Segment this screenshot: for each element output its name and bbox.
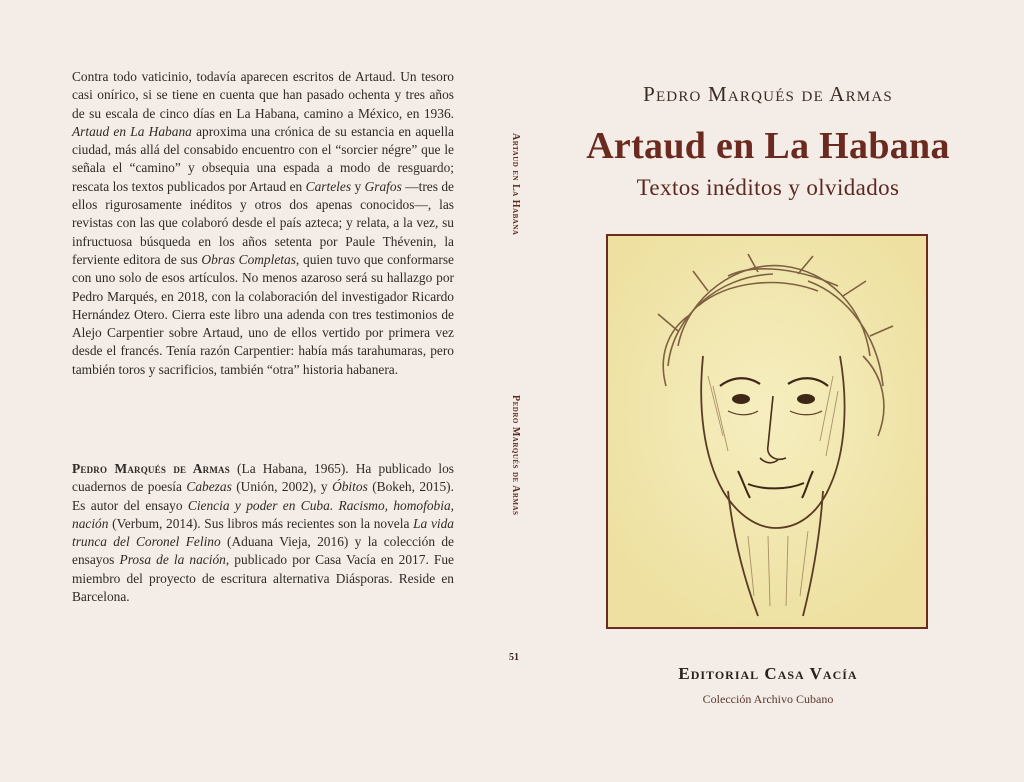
back-cover — [72, 68, 454, 605]
text-run: (Bokeh, 2015). Es autor del ensayo — [72, 479, 454, 513]
spine-title: Artaud en La Habana — [510, 133, 521, 236]
text-run: aproxima una crónica de su estancia en aquella ciudad, más allá del consabido encuentro con el “sorcier négre” que le señala el “camino” y obsequia una espada a modo de resguardo; rescata los textos publicados por Artaud en — [72, 123, 454, 194]
italic-run: Óbitos — [332, 479, 368, 495]
bio-author-name: Pedro Marqués de Armas — [72, 461, 230, 476]
cover-portrait-drawing — [606, 234, 928, 629]
italic-run: Grafos — [364, 178, 402, 194]
cover-collection: Colección Archivo Cubano — [702, 692, 834, 706]
text-run: (Unión, 2002), y — [231, 479, 333, 495]
cover-publisher: Editorial Casa Vacía — [678, 664, 858, 683]
author-bio-paragraph — [72, 460, 454, 606]
text-run: —tres de ellos rigurosamente inéditos y otros dos apenas conocidos—, las revistas con las que colaboró desde el país azteca; y relata, a la vez, su infructuosa búsqueda en los años setenta por Paule Thévenin, la ferviente editora de sus — [72, 178, 454, 267]
text-run: (Aduana Vieja, 2016) y la colección de ensayos — [72, 534, 454, 568]
italic-run: Prosa de la nación — [119, 552, 226, 568]
cover-subtitle: Textos inéditos y olvidados — [636, 175, 900, 200]
italic-run: Obras Completas — [201, 251, 296, 267]
text-run: (Verbum, 2014). Sus libros más recientes son la novela — [108, 515, 414, 531]
italic-run: Cabezas — [186, 479, 232, 495]
text-run: , quien tuvo que conformarse con uno solo de esos artículos. No menos azaroso será su hallazgo por Pedro Marqués, en 2018, con la colaboración del investigador Ricardo Hernández Otero. Cierra este libro una adenda con tres testimonios de Alejo Carpentier sobre Artaud, uno de ellos vertido por primera vez desde el francés. Tenía razón Carpentier: había más tarahumaras, pero también toros y sacrificios, también “otra” historia habanera. — [72, 251, 454, 377]
cover-title: Artaud en La Habana — [586, 125, 950, 167]
text-run: , publicado por Casa Vacía en 2017. Fue miembro del proyecto de escritura alternativa Diásporas. Reside en Barcelona. — [72, 552, 454, 605]
cover-author: Pedro Marqués de Armas — [643, 82, 893, 106]
text-run: y — [351, 178, 365, 194]
italic-run: La vida trunca del Coronel Felino — [72, 515, 454, 550]
blurb-paragraph — [72, 68, 454, 379]
text-run: Contra todo vaticinio, todavía aparecen escritos de Artaud. Un tesoro casi onírico, si se tiene en cuenta que han pasado ochenta y tres años de su escala de cinco días en La Habana, camino a México, en 1936. — [72, 69, 454, 121]
spine-collection-number: 51 — [509, 652, 519, 663]
italic-run: Artaud en La Habana — [72, 123, 192, 139]
portrait-sketch-image — [608, 236, 926, 627]
italic-run: Carteles — [305, 178, 352, 194]
spine-author: Pedro Marqués de Armas — [510, 395, 521, 516]
italic-run: Ciencia y poder en Cuba. Racismo, homofobia, nación — [72, 497, 454, 531]
text-run: (La Habana, 1965). Ha publicado los cuadernos de poesía — [72, 461, 454, 495]
